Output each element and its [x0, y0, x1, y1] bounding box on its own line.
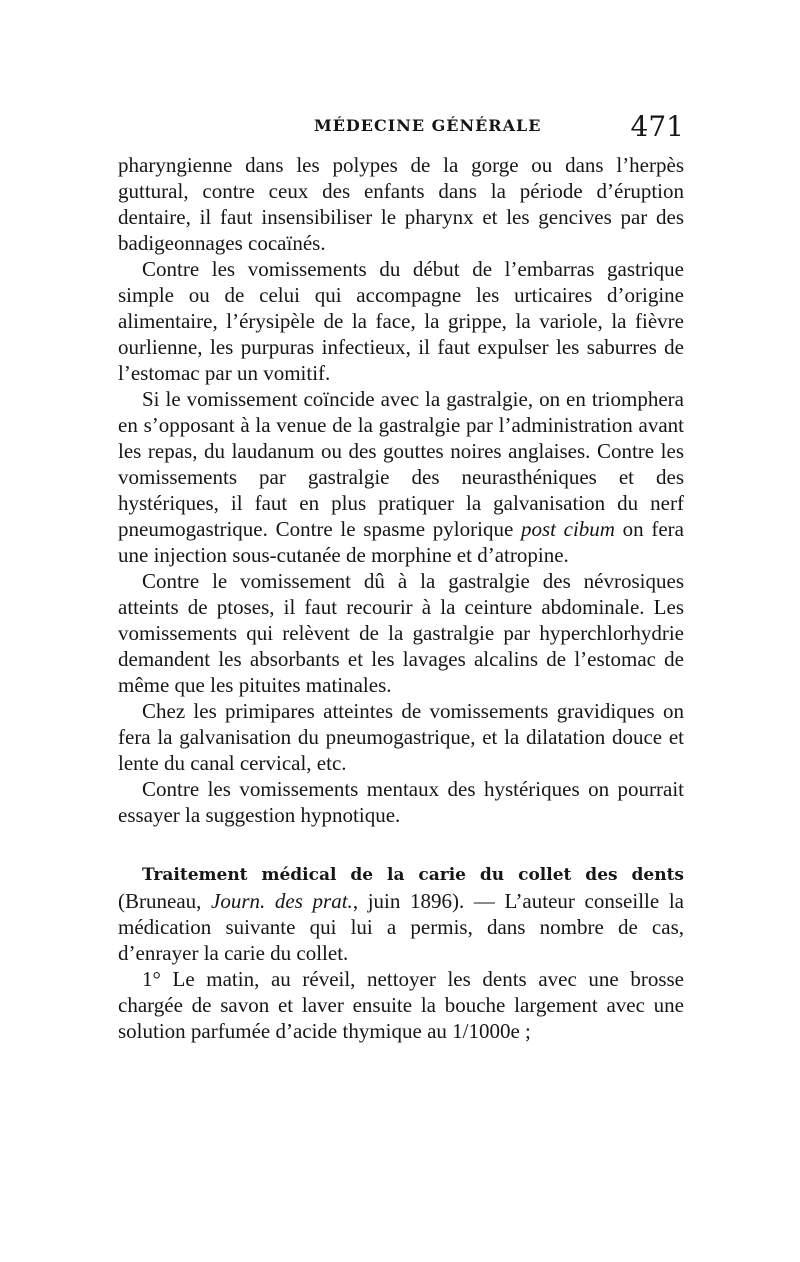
- section-source-journal: Journ. des prat.: [211, 889, 353, 913]
- page-number: 471: [630, 110, 684, 143]
- paragraph-5: Chez les primipares atteintes de vomissements gravidiques on fera la galvanisation du pneumogastrique, et la dilatation douce et lente du canal cervical, etc.: [118, 699, 684, 775]
- paragraph-6: Contre les vomissements mentaux des hystériques on pourrait essayer la suggestion hypnotique.: [118, 777, 684, 827]
- section-gap: [118, 828, 684, 860]
- body-text: [118, 152, 684, 1044]
- paragraph-3-text-b: on fera une injection sous-cutanée de morphine et d’atropine.: [118, 517, 684, 567]
- section-source-suffix: , juin 1896). — L’auteur conseille la médication suivante qui lui a permis, dans nombre de cas, d’enrayer la carie du collet.: [118, 889, 684, 965]
- paragraph-3-italic: post cibum: [520, 517, 615, 541]
- section-item-1: 1° Le matin, au réveil, nettoyer les dents avec une brosse chargée de savon et laver ensuite la bouche largement avec une solution parfumée d’acide thymique au 1/1000e ;: [118, 967, 684, 1043]
- section-source-prefix: (Bruneau,: [118, 889, 212, 913]
- running-title: MÉDECINE GÉNÉRALE: [314, 116, 542, 135]
- paragraph-3-text-a: Si le vomissement coïncide avec la gastralgie, on en triomphera en s’opposant à la venue de la gastralgie par l’administration avant les repas, du laudanum ou des gouttes noires anglaises. Contre les vomissements par gastralgie des neurasthéniques et des hystériques, il faut en plus pratiquer la galvanisation du nerf pneumogastrique. Contre le spasme pylorique: [118, 387, 684, 541]
- page-header: [118, 110, 684, 150]
- paragraph-4: Contre le vomissement dû à la gastralgie des névrosiques atteints de ptoses, il faut recourir à la ceinture abdominale. Les vomissements qui relèvent de la gastralgie par hyperchlorhydrie demandent les absorbants et les lavages alcalins de l’estomac de même que les pituites matinales.: [118, 569, 684, 697]
- section-paragraph: [118, 860, 684, 966]
- paragraph-3: [118, 386, 684, 568]
- section-title: Traitement médical de la carie du collet des dents: [142, 865, 684, 885]
- paragraph-1: pharyngienne dans les polypes de la gorge ou dans l’herpès guttural, contre ceux des enfants dans la période d’éruption dentaire, il faut insensibiliser le pharynx et les gencives par des badigeonnages cocaïnés.: [118, 153, 684, 255]
- paragraph-2: Contre les vomissements du début de l’embarras gastrique simple ou de celui qui accompagne les urticaires d’origine alimentaire, l’érysipèle de la face, la grippe, la variole, la fièvre ourlienne, les purpuras infectieux, il faut expulser les saburres de l’estomac par un vomitif.: [118, 257, 684, 385]
